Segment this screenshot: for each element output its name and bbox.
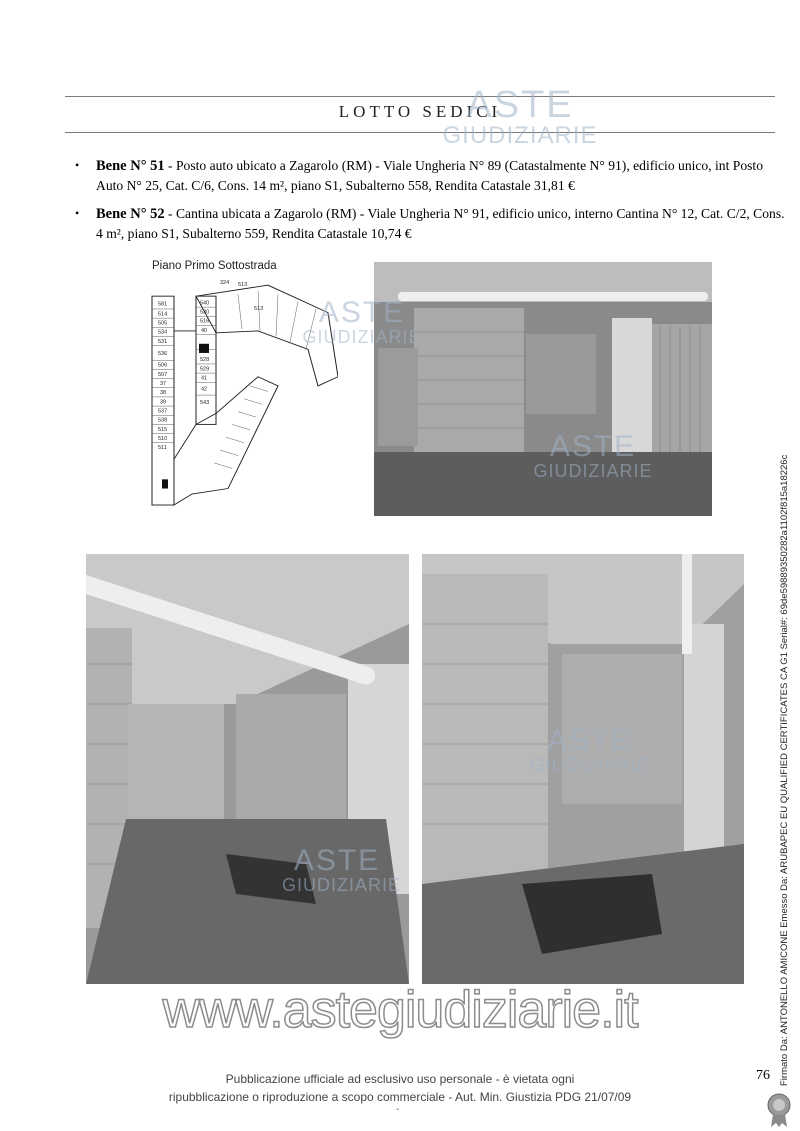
- footer-line1: Pubblicazione ufficiale ad esclusivo uso personale - è vietata ogni: [225, 1072, 575, 1086]
- watermark-line2: GIUDIZIARIE: [533, 461, 653, 481]
- watermark-line1: ASTE: [318, 296, 406, 329]
- plan-label: 581: [158, 301, 168, 308]
- plan-label: 510: [158, 436, 168, 442]
- top-rule: [65, 96, 775, 97]
- plan-label: 514: [158, 311, 168, 318]
- watermark-line1: ASTE: [293, 844, 381, 877]
- watermark: [528, 432, 658, 480]
- plan-label: 42: [201, 386, 208, 393]
- seal-icon: [764, 1092, 794, 1128]
- plan-label: 538: [158, 417, 168, 424]
- watermark: [292, 298, 432, 346]
- plan-label: 505: [158, 320, 168, 327]
- plan-label: 513: [238, 282, 248, 288]
- plan-label: 536: [158, 350, 168, 357]
- watermark-line1: ASTE: [466, 84, 574, 126]
- bene-list: [72, 156, 788, 252]
- plan-label: 515: [158, 426, 168, 433]
- watermark-line2: GIUDIZIARIE: [302, 327, 422, 347]
- garage-photo-2: [86, 554, 409, 984]
- plan-label: 41: [201, 375, 208, 382]
- watermark-line1: ASTE: [546, 724, 634, 757]
- plan-label: 513: [254, 306, 264, 312]
- plan-label: 529: [200, 366, 210, 373]
- footer-line2: ripubblicazione o riproduzione a scopo commerciale - Aut. Min. Giustizia PDG 21/07/09: [168, 1090, 632, 1104]
- watermark-line2: GIUDIZIARIE: [442, 122, 598, 149]
- plan-label: 540: [200, 300, 210, 307]
- bene-51-label: Bene N° 51: [96, 158, 165, 174]
- watermark-line2: GIUDIZIARIE: [282, 875, 402, 895]
- site-watermark: www.astegiudiziarie.it: [162, 981, 638, 1039]
- bene-52-item: [72, 204, 788, 243]
- plan-label: 511: [158, 445, 167, 452]
- footer-notice: [150, 1070, 650, 1106]
- plan-label: 537: [158, 408, 168, 415]
- plan-label: 506: [158, 362, 168, 369]
- plan-label: 528: [200, 357, 210, 364]
- plan-label: 530: [200, 309, 210, 316]
- bottom-rule: [65, 132, 775, 133]
- plan-label: 516: [200, 318, 210, 325]
- section-title: LOTTO SEDICI: [338, 102, 502, 121]
- plan-label: 37: [160, 381, 167, 387]
- watermark-line2: GIUDIZIARIE: [530, 755, 650, 775]
- plan-label: 534: [158, 329, 168, 336]
- bene-51-text: - Posto auto ubicato a Zagarolo (RM) - Viale Ungheria N° 89 (Catastalmente N° 91), edificio unico, int Posto Auto N° 25, Cat. C/6, Cons. 14 m², piano S1, Subalterno 558, Rendita Catastale 31,81 €: [96, 158, 763, 193]
- plan-label: 39: [160, 399, 167, 406]
- watermark-line1: ASTE: [549, 430, 637, 463]
- plan-label: 531: [158, 339, 168, 345]
- bene-52-label: Bene N° 52: [96, 206, 165, 222]
- bene-51-item: [72, 156, 788, 195]
- watermark: [530, 726, 650, 774]
- plan-label: 324: [220, 280, 230, 287]
- bene-52-text: - Cantina ubicata a Zagarolo (RM) - Viale Ungheria N° 91, edificio unico, interno Cantina N° 12, Cat. C/2, Cons. 4 m², piano S1, Subalterno 559, Rendita Catastale 10,74 €: [96, 206, 785, 241]
- plan-label: 543: [200, 400, 210, 407]
- floor-plan-title: Piano Primo Sottostrada: [152, 260, 277, 272]
- watermark: [282, 844, 402, 895]
- plan-label: 38: [160, 390, 167, 397]
- watermark: [440, 86, 600, 148]
- footer-dash: -: [396, 1104, 400, 1115]
- digital-signature: Firmato Da: ANTONELLO AMICONE Emesso Da: ARUBAPEC EU QUALIFIED CERTIFICATES CA G1 Serial#: 69de59889350282a1102f815a18226c: [779, 454, 790, 1086]
- plan-label: 507: [158, 372, 168, 378]
- page-number: 76: [756, 1068, 770, 1083]
- plan-label: 40: [201, 328, 208, 334]
